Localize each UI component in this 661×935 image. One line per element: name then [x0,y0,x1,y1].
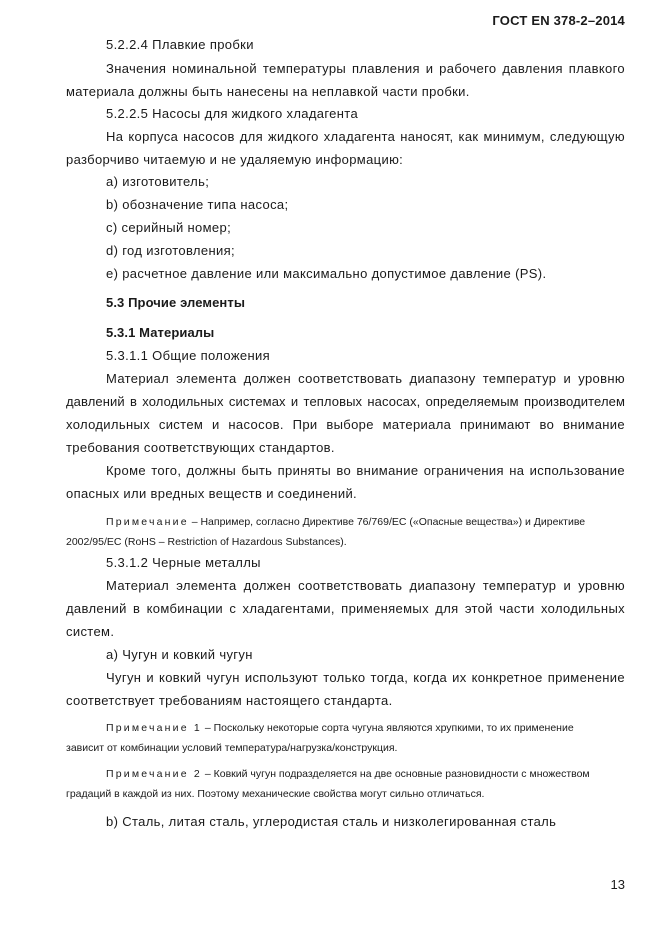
note-text: – Поскольку некоторые сорта чугуна являются хрупкими, то их применение [201,722,574,734]
section-5-2-2-5-heading: 5.2.2.5 Насосы для жидкого хладагента [106,106,359,121]
page-number: 13 [610,877,625,892]
paragraph-line: Чугун и ковкий чугун используют только тогда, когда их конкретное применение [106,670,625,685]
section-5-3-1-2-heading: 5.3.1.2 Черные металлы [106,555,261,570]
paragraph-line: Материал элемента должен соответствовать диапазону температур и уровню [106,578,625,593]
paragraph-line: материала должны быть нанесены на неплавкой части пробки. [66,84,470,99]
list-item: e) расчетное давление или максимально допустимое давление (PS). [106,266,547,281]
standard-header: ГОСТ EN 378-2–2014 [492,13,625,28]
paragraph-line: Материал элемента должен соответствовать диапазону температур и уровню [106,371,625,386]
note-label: Примечание 1 [106,722,202,734]
note-line: градаций в каждой из них. Поэтому механические свойства могут сильно отличаться. [66,788,485,800]
section-5-2-2-4-heading: 5.2.2.4 Плавкие пробки [106,37,254,52]
paragraph-line: Значения номинальной температуры плавления и рабочего давления плавкого [106,61,625,76]
paragraph-line: требования соответствующих стандартов. [66,440,335,455]
paragraph-line: холодильных систем и насосов. При выборе материала принимают во внимание [66,417,625,432]
paragraph-line: опасных или вредных веществ и соединений. [66,486,358,501]
paragraph-line: Кроме того, должны быть приняты во внимание ограничения на использование [106,463,625,478]
section-5-3-1-1-heading: 5.3.1.1 Общие положения [106,348,270,363]
list-item: d) год изготовления; [106,243,235,258]
paragraph-line: давлений в комбинации с хладагентами, применяемых для этой части холодильных [66,601,625,616]
list-item: b) Сталь, литая сталь, углеродистая сталь и низколегированная сталь [106,814,557,829]
note-line: зависит от комбинации условий температура/нагрузка/конструкция. [66,742,398,754]
note-text: – Например, согласно Директиве 76/769/ЕС («Опасные вещества») и Директиве [188,516,586,528]
section-5-3-heading: 5.3 Прочие элементы [106,295,246,310]
note-text: – Ковкий чугун подразделяется на две основные разновидности с множеством [201,768,590,780]
note-line [106,720,574,736]
paragraph-line: разборчиво читаемую и не удаляемую информацию: [66,152,404,167]
note-line: 2002/95/ЕС (RoHS – Restriction of Hazardous Substances). [66,536,347,548]
paragraph-line: систем. [66,624,115,639]
note-line [106,766,590,782]
note-label: Примечание [106,516,189,528]
note-line [106,514,585,530]
note-label: Примечание 2 [106,768,202,780]
list-item: c) серийный номер; [106,220,232,235]
paragraph-line: На корпуса насосов для жидкого хладагента наносят, как минимум, следующую [106,129,625,144]
list-item: a) Чугун и ковкий чугун [106,647,253,662]
paragraph-line: соответствует требованиям настоящего стандарта. [66,693,393,708]
list-item: b) обозначение типа насоса; [106,197,289,212]
list-item: a) изготовитель; [106,174,210,189]
paragraph-line: давлений в холодильных системах и тепловых насосах, определяемым производителем [66,394,625,409]
section-5-3-1-heading: 5.3.1 Материалы [106,325,215,340]
